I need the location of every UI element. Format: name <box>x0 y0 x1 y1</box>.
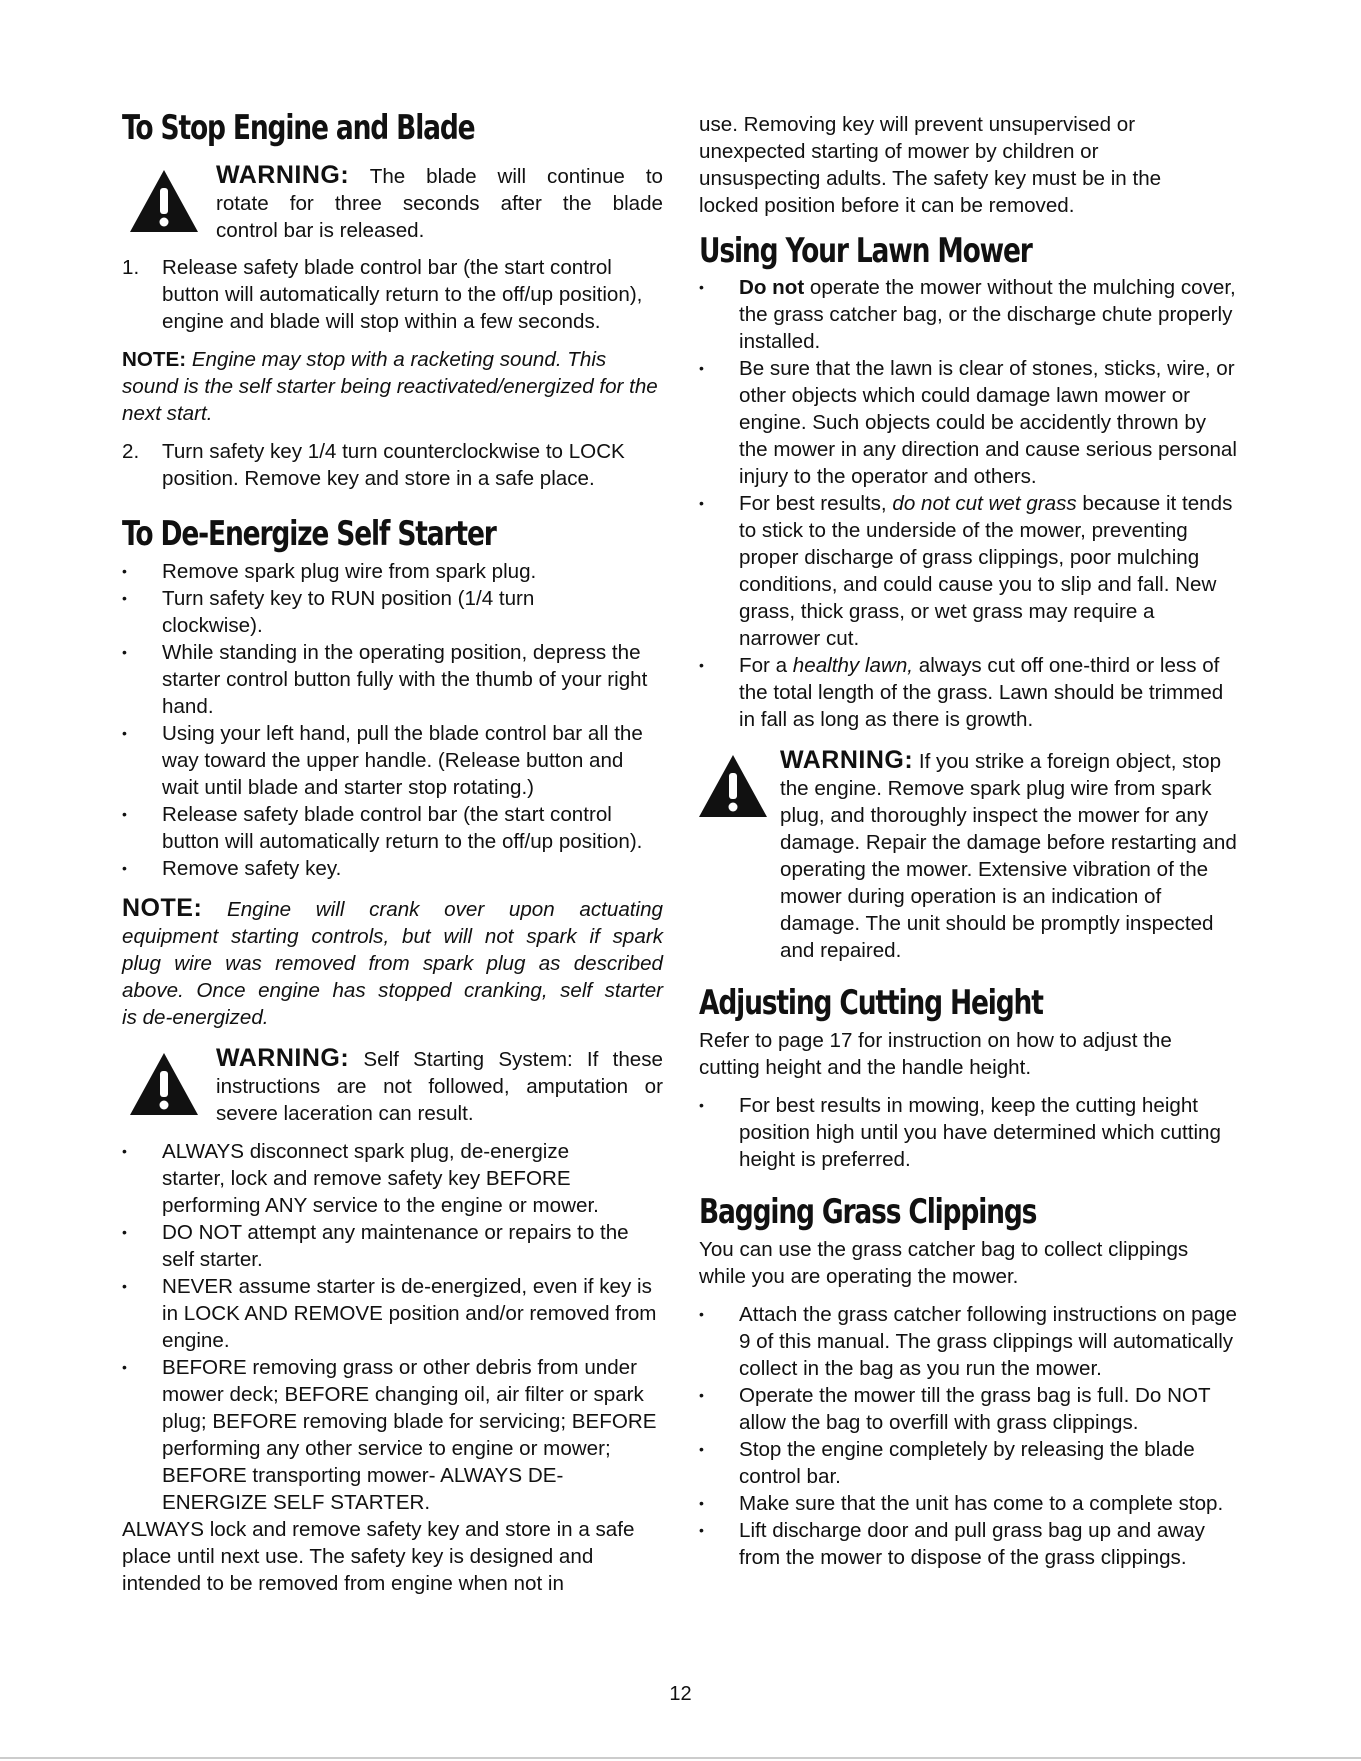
list-item-text: While standing in the operating position, depress the starter control button fully with the thumb of your right hand. <box>162 641 648 718</box>
bullet: • <box>122 590 127 606</box>
list-item <box>699 355 1239 490</box>
warning-text: control bar is released. <box>216 219 425 242</box>
note-text: is de-energized. <box>122 1006 269 1029</box>
warning-text: The blade will continue to <box>369 165 663 188</box>
bullet: • <box>699 1441 704 1457</box>
list-item-text: Using your left hand, pull the blade control bar all the way toward the upper handle. (Release button and wait until blade and starter stop rotating.) <box>162 722 643 799</box>
list-item <box>122 639 663 720</box>
list-item <box>699 652 1239 733</box>
heading-using-lawn-mower: Using Your Lawn Mower <box>699 231 1032 271</box>
list-item-text: NEVER assume starter is de-energized, even if key is in LOCK AND REMOVE position and/or removed from engine. <box>162 1275 657 1352</box>
step-text: Release safety blade control bar (the start control button will automatically return to the off/up position), engine and blade will stop within a few seconds. <box>162 256 643 333</box>
list-item-text: Stop the engine completely by releasing the blade control bar. <box>739 1438 1195 1488</box>
always-list <box>122 1138 663 1516</box>
step-number: 1. <box>122 256 140 279</box>
warning-text: If you strike a foreign object, stop the engine. Remove spark plug wire from spark plug, and thoroughly inspect the mower for any damage. Repair the damage before restarting and operating the mower. Extensive vibration of the mower during operation is an indication of damage. The unit should be promptly inspected and repaired. <box>780 750 1237 962</box>
list-item-text: For best results, <box>739 492 893 515</box>
bullet: • <box>122 644 127 660</box>
heading-adjusting-cutting-height: Adjusting Cutting Height <box>699 983 1043 1023</box>
list-item <box>122 1273 663 1354</box>
list-item <box>699 1092 1239 1173</box>
list-item-text: BEFORE removing grass or other debris from under mower deck; BEFORE changing oil, air filter or spark plug; BEFORE removing blade for servicing; BEFORE performing any other service to engine or mower; BEFORE transporting mower- ALWAYS DE-ENERGIZE SELF STARTER. <box>162 1356 657 1514</box>
warning-label: WARNING: <box>780 746 914 774</box>
bullet: • <box>122 563 127 579</box>
note-label: NOTE: <box>122 894 203 922</box>
emphasis-text: do not cut wet grass <box>892 492 1077 515</box>
right-column <box>699 111 1239 1571</box>
heading-stop-engine: To Stop Engine and Blade <box>122 108 475 148</box>
warning-text: instructions are not followed, amputation or <box>216 1075 663 1098</box>
de-energize-list <box>122 558 663 882</box>
warning-triangle-icon <box>128 1051 200 1122</box>
adjusting-paragraph: Refer to page 17 for instruction on how to adjust the cutting height and the handle height. <box>699 1029 1172 1079</box>
using-list <box>699 274 1239 733</box>
list-item-text: ALWAYS disconnect spark plug, de-energize starter, lock and remove safety key BEFORE performing ANY service to the engine or mower. <box>162 1140 599 1217</box>
bagging-paragraph: You can use the grass catcher bag to collect clippings while you are operating the mower. <box>699 1238 1189 1288</box>
warning-triangle-icon <box>697 753 769 824</box>
bullet: • <box>122 1143 127 1159</box>
list-item-text: Attach the grass catcher following instructions on page 9 of this manual. The grass clippings will automatically collect in the bag as you run the mower. <box>739 1303 1237 1380</box>
warning-self-starting <box>122 1045 663 1127</box>
bullet: • <box>699 1097 704 1113</box>
list-item <box>122 801 663 855</box>
stop-steps-list <box>122 254 663 335</box>
continued-paragraph: use. Removing key will prevent unsupervised or unexpected starting of mower by children or unsuspecting adults. The safety key must be in the locked position before it can be removed. <box>699 113 1162 217</box>
warning-blade-rotation <box>122 162 663 244</box>
note-text: Engine will crank over upon actuating <box>226 898 663 921</box>
bullet: • <box>699 360 704 376</box>
list-item <box>122 1219 663 1273</box>
heading-bagging-grass-clippings: Bagging Grass Clippings <box>699 1192 1037 1232</box>
closing-paragraph: ALWAYS lock and remove safety key and store in a safe place until next use. The safety key is designed and intended to be removed from engine when not in <box>122 1518 635 1595</box>
bullet: • <box>122 1359 127 1375</box>
bullet: • <box>699 1522 704 1538</box>
list-item-text: because it tends to stick to the underside of the mower, preventing proper discharge of grass clippings, poor mulching conditions, and could cause you to slip and fall. New grass, thick grass, or wet grass may require a narrower cut. <box>739 492 1233 650</box>
step-text: Turn safety key 1/4 turn counterclockwise to LOCK position. Remove key and store in a safe place. <box>162 440 625 490</box>
list-item <box>699 1382 1239 1436</box>
emphasis-text: Do not <box>739 276 805 299</box>
list-item <box>699 1490 1239 1517</box>
list-item <box>122 558 663 585</box>
warning-foreign-object <box>699 747 1239 964</box>
note-text: plug wire was removed from spark plug as described <box>122 952 663 975</box>
bagging-list <box>699 1301 1239 1571</box>
warning-text: severe laceration can result. <box>216 1102 474 1125</box>
bullet: • <box>699 1495 704 1511</box>
list-item <box>122 585 663 639</box>
list-item-text: always cut off one-third or less of the total length of the grass. Lawn should be trimmed in fall as long as there is growth. <box>739 654 1224 731</box>
list-item-text: For best results in mowing, keep the cutting height position high until you have determined which cutting height is preferred. <box>739 1094 1221 1171</box>
list-item <box>699 274 1239 355</box>
list-item <box>699 1301 1239 1382</box>
list-item-text: Be sure that the lawn is clear of stones, sticks, wire, or other objects which could damage lawn mower or engine. Such objects could be accidently thrown by the mower in any direction and cause serious personal injury to the operator and others. <box>739 357 1237 488</box>
warning-label: WARNING: <box>216 161 350 189</box>
bullet: • <box>699 1306 704 1322</box>
stop-steps-list-2 <box>122 438 663 492</box>
bullet: • <box>699 1387 704 1403</box>
step-number: 2. <box>122 440 140 463</box>
bullet: • <box>122 1278 127 1294</box>
warning-triangle-icon <box>128 168 200 239</box>
warning-text: Self Starting System: If these <box>363 1048 663 1071</box>
bullet: • <box>122 725 127 741</box>
list-item <box>699 1517 1239 1571</box>
list-item-text: Turn safety key to RUN position (1/4 turn clockwise). <box>162 587 535 637</box>
list-item <box>122 254 663 335</box>
warning-text: rotate for three seconds after the blade <box>216 192 663 215</box>
list-item <box>699 1436 1239 1490</box>
bottom-divider <box>0 1757 1361 1759</box>
bullet: • <box>699 495 704 511</box>
list-item-text: operate the mower without the mulching cover, the grass catcher bag, or the discharge chute properly installed. <box>739 276 1236 353</box>
bullet: • <box>122 1224 127 1240</box>
bullet: • <box>699 657 704 673</box>
list-item <box>122 1138 663 1219</box>
list-item <box>122 855 663 882</box>
note-label: NOTE: <box>122 348 187 371</box>
heading-de-energize: To De-Energize Self Starter <box>122 514 496 554</box>
warning-label: WARNING: <box>216 1044 350 1072</box>
list-item <box>122 1354 663 1516</box>
page-number: 12 <box>669 1683 692 1705</box>
bullet: • <box>699 279 704 295</box>
list-item <box>699 490 1239 652</box>
list-item <box>122 720 663 801</box>
list-item-text: DO NOT attempt any maintenance or repairs to the self starter. <box>162 1221 629 1271</box>
list-item-text: Operate the mower till the grass bag is full. Do NOT allow the bag to overfill with grass clippings. <box>739 1384 1211 1434</box>
emphasis-text: healthy lawn, <box>792 654 914 677</box>
note-text: above. Once engine has stopped cranking, self starter <box>122 979 663 1002</box>
bullet: • <box>122 860 127 876</box>
list-item-text: For a <box>739 654 793 677</box>
list-item-text: Lift discharge door and pull grass bag up and away from the mower to dispose of the grass clippings. <box>739 1519 1205 1569</box>
list-item-text: Release safety blade control bar (the start control button will automatically return to the off/up position). <box>162 803 643 853</box>
note-engine-crank <box>122 895 663 1031</box>
note-text: Engine may stop with a racketing sound. This sound is the self starter being reactivated/energized for the next start. <box>122 348 658 425</box>
list-item-text: Remove spark plug wire from spark plug. <box>162 560 537 583</box>
left-column <box>122 110 663 1597</box>
adjusting-list <box>699 1092 1239 1173</box>
bullet: • <box>122 806 127 822</box>
list-item <box>122 438 663 492</box>
note-racketing <box>122 346 663 427</box>
list-item-text: Make sure that the unit has come to a complete stop. <box>739 1492 1224 1515</box>
note-text: equipment starting controls, but will not spark if spark <box>122 925 663 948</box>
list-item-text: Remove safety key. <box>162 857 342 880</box>
